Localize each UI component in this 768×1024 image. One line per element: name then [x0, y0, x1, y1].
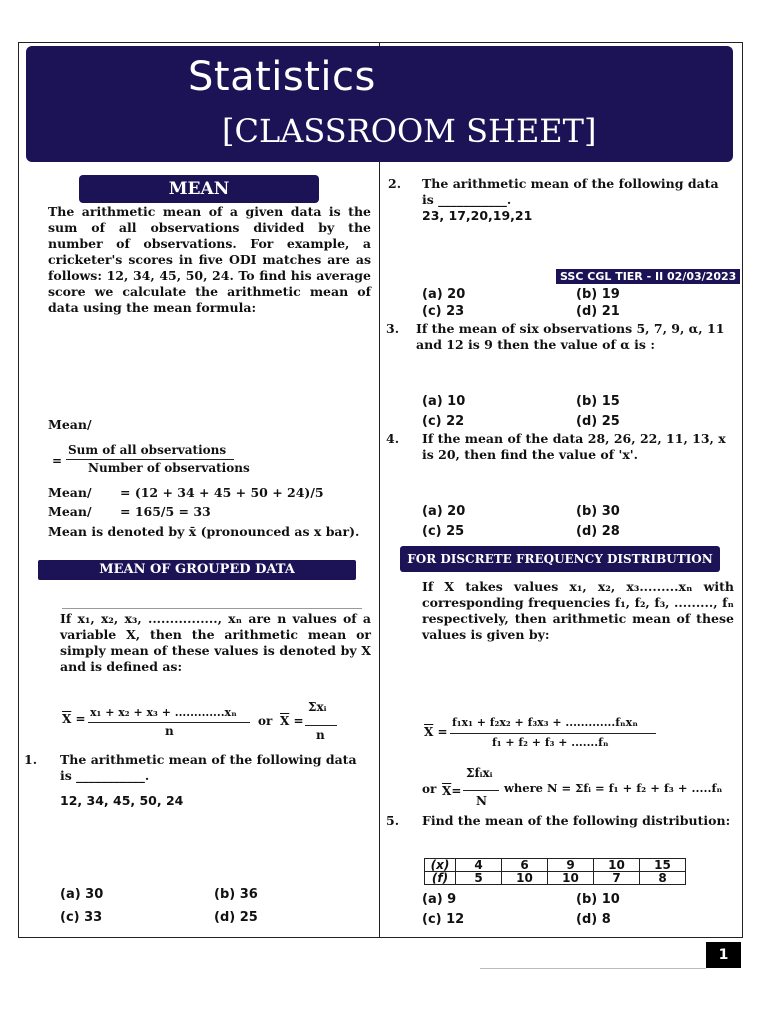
q2-exam-tag: SSC CGL TIER - II 02/03/2023	[556, 269, 740, 284]
q1-option-d[interactable]: (d) 25	[214, 910, 258, 925]
mean-calc-label-1: Mean/	[48, 485, 92, 500]
table-cell: 5	[456, 872, 502, 885]
grouped-fraction-bar	[88, 722, 250, 723]
grouped-sigma-bar	[305, 725, 337, 726]
discrete-formula-numerator: f₁x₁ + f₂x₂ + f₃x₃ + .............fₙxₙ	[452, 716, 638, 729]
table-row	[425, 872, 686, 885]
discrete-where: where N = Σfᵢ = f₁ + f₂ + f₃ + .....fₙ	[504, 781, 723, 795]
discrete-xbar-2: $\overline{X}=$	[442, 784, 462, 798]
table-cell: 10	[502, 872, 548, 885]
q5-option-a[interactable]: (a) 9	[422, 892, 457, 907]
q4-option-d[interactable]: (d) 28	[576, 524, 620, 539]
discrete-sigma-bar	[463, 790, 499, 791]
mean-heading: MEAN	[79, 175, 319, 203]
table-cell: 10	[594, 859, 640, 872]
table-cell: 15	[640, 859, 686, 872]
page-number: 1	[706, 942, 741, 968]
distribution-table	[424, 858, 686, 885]
discrete-or: or	[422, 782, 437, 796]
mean-calc-label-2: Mean/	[48, 504, 92, 519]
q4-text: If the mean of the data 28, 26, 22, 11, 13, x is 20, then find the value of 'x'.	[422, 431, 726, 462]
q5-number: 5.	[386, 813, 400, 828]
q5-option-c[interactable]: (c) 12	[422, 912, 465, 927]
q2-number: 2.	[388, 176, 402, 191]
q1-option-b[interactable]: (b) 36	[214, 887, 258, 902]
q3-option-b[interactable]: (b) 15	[576, 394, 620, 409]
grouped-rule	[62, 608, 362, 609]
q1-option-a[interactable]: (a) 30	[60, 887, 104, 902]
q1-data: 12, 34, 45, 50, 24	[60, 793, 184, 808]
q2-option-b[interactable]: (b) 19	[576, 287, 620, 302]
table-cell: 6	[502, 859, 548, 872]
discrete-xbar: $\overline{X}$ =	[424, 725, 448, 739]
table-cell: 7	[594, 872, 640, 885]
q3-number: 3.	[386, 321, 400, 336]
mean-formula-denominator: Number of observations	[88, 461, 250, 475]
q2-data: 23, 17,20,19,21	[422, 208, 533, 223]
page-title: Statistics	[188, 54, 376, 100]
grouped-or: or	[258, 714, 273, 728]
q4-option-c[interactable]: (c) 25	[422, 524, 465, 539]
mean-equals: =	[52, 454, 63, 468]
table-x-label: (x)	[425, 859, 456, 872]
q5-option-b[interactable]: (b) 10	[576, 892, 620, 907]
grouped-xbar: $\overline{X}$ =	[62, 712, 86, 726]
discrete-fraction-bar	[450, 733, 656, 734]
q2-option-c[interactable]: (c) 23	[422, 304, 465, 319]
q4-option-a[interactable]: (a) 20	[422, 504, 466, 519]
q3-option-c[interactable]: (c) 22	[422, 414, 465, 429]
q1-number: 1.	[24, 752, 38, 767]
column-divider	[379, 42, 380, 937]
footer-rule	[480, 968, 706, 969]
q1-option-c[interactable]: (c) 33	[60, 910, 103, 925]
grouped-xbar-2: $\overline{X}$ =	[280, 714, 304, 728]
q3-text: If the mean of six observations 5, 7, 9, α, 11 and 12 is 9 then the value of α is :	[416, 321, 725, 352]
title-banner	[26, 46, 733, 162]
discrete-intro: If X takes values x₁, x₂, x₃.........xₙ with corresponding frequencies f₁, f₂, f₃, ........., fₙ respectively, then arithmetic mean of these values is given by:	[422, 579, 734, 642]
q5-text: Find the mean of the following distribution:	[422, 813, 731, 828]
mean-intro: The arithmetic mean of a given data is the sum of all observations divided by the number of observations. For example, a cricketer's scores in five ODI matches are as follows: 12, 34, 45, 50, 24. To find his average score we calculate the arithmetic mean of data using the mean formula:	[48, 204, 371, 315]
q2-option-a[interactable]: (a) 20	[422, 287, 466, 302]
grouped-heading: MEAN OF GROUPED DATA	[38, 560, 356, 580]
table-cell: 10	[548, 872, 594, 885]
q4-option-b[interactable]: (b) 30	[576, 504, 620, 519]
grouped-intro: If x₁, x₂, x₃, ................, xₙ are n values of a variable X, then the arithmetic mean or simply mean of these values is denoted by X and is defined as:	[60, 611, 371, 674]
q2-text: The arithmetic mean of the following data is ___________.	[422, 176, 719, 207]
grouped-sigma-denominator: n	[316, 728, 325, 742]
discrete-sigma-numerator: Σfᵢxᵢ	[466, 766, 493, 780]
q1-text: The arithmetic mean of the following data is ___________.	[60, 752, 357, 783]
q5-option-d[interactable]: (d) 8	[576, 912, 611, 927]
q3-option-a[interactable]: (a) 10	[422, 394, 466, 409]
q4-number: 4.	[386, 431, 400, 446]
mean-fraction-bar	[66, 459, 234, 460]
page-subtitle: [CLASSROOM SHEET]	[222, 112, 597, 150]
mean-formula-numerator: Sum of all observations	[68, 443, 227, 457]
table-row	[425, 859, 686, 872]
discrete-heading: FOR DISCRETE FREQUENCY DISTRIBUTION	[400, 546, 720, 572]
discrete-formula-denominator: f₁ + f₂ + f₃ + .......fₙ	[492, 736, 609, 749]
grouped-formula-denominator: n	[165, 724, 174, 738]
mean-calc-1: = (12 + 34 + 45 + 50 + 24)/5	[120, 485, 324, 500]
q3-option-d[interactable]: (d) 25	[576, 414, 620, 429]
discrete-sigma-denominator: N	[476, 794, 487, 808]
table-f-label: (f)	[425, 872, 456, 885]
q2-option-d[interactable]: (d) 21	[576, 304, 620, 319]
grouped-formula-numerator: x₁ + x₂ + x₃ + .............xₙ	[90, 706, 237, 719]
mean-calc-2: = 165/5 = 33	[120, 504, 211, 519]
table-cell: 4	[456, 859, 502, 872]
mean-label: Mean/	[48, 417, 92, 432]
mean-denoted: Mean is denoted by x̄ (pronounced as x bar).	[48, 524, 360, 539]
grouped-sigma-numerator: Σxᵢ	[308, 700, 327, 714]
table-cell: 9	[548, 859, 594, 872]
table-cell: 8	[640, 872, 686, 885]
